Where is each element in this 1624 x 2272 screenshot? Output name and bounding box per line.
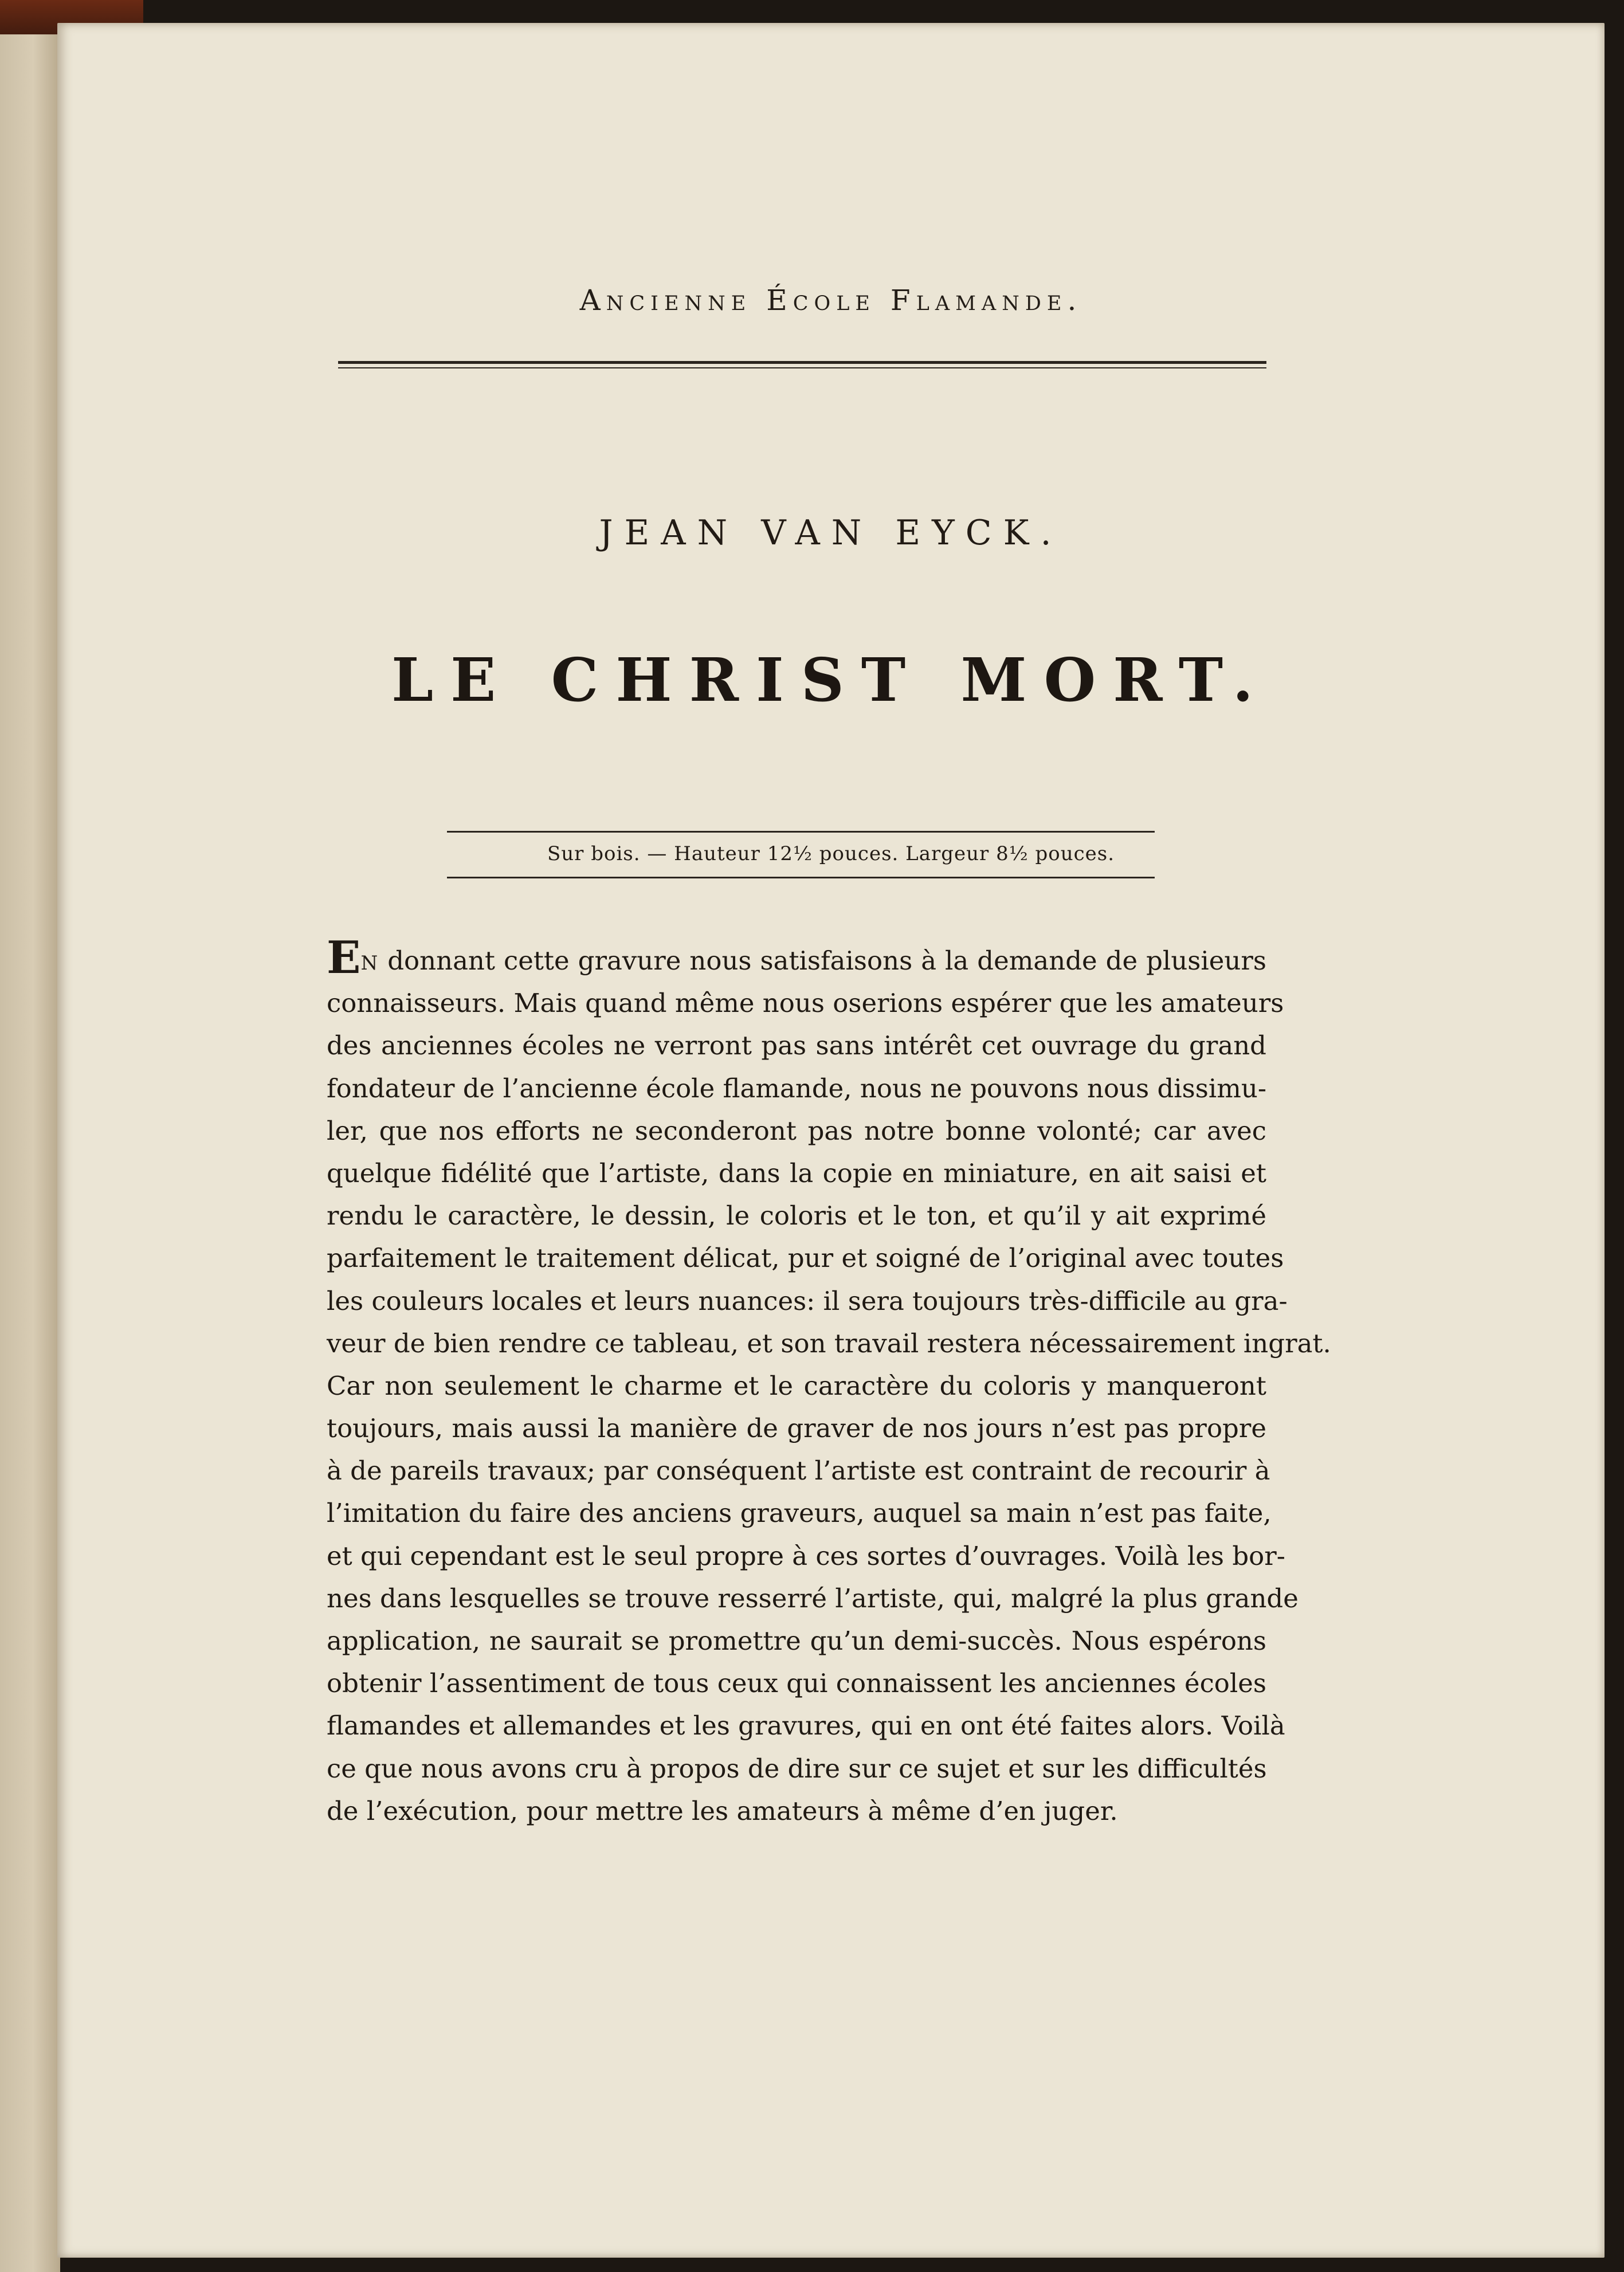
text-line: flamandes et allemandes et les gravures, qui en ont été faites alors. Voilà bbox=[327, 1710, 1285, 1741]
text-line: Car non seulement le charme et le caractère du coloris y manqueront bbox=[327, 1370, 1266, 1401]
text-line: nes dans lesquelles se trouve resserré l’artiste, qui, malgré la plus grande bbox=[327, 1583, 1299, 1614]
spec-rule-bottom bbox=[447, 877, 1155, 878]
text-line: et qui cependant est le seul propre à ces sortes d’ouvrages. Voilà les bor- bbox=[327, 1540, 1285, 1571]
text-line: fondateur de l’ancienne école flamande, nous ne pouvons nous dissimu- bbox=[327, 1073, 1267, 1104]
text-line: rendu le caractère, le dessin, le coloris et le ton, et qu’il y ait exprimé bbox=[327, 1200, 1266, 1231]
facing-page-edge bbox=[0, 34, 60, 2272]
book-page bbox=[57, 23, 1605, 2258]
text-line: à de pareils travaux; par conséquent l’artiste est contraint de recourir à bbox=[327, 1455, 1270, 1486]
text-line: veur de bien rendre ce tableau, et son travail restera nécessairement ingrat. bbox=[327, 1328, 1331, 1359]
text-line: quelque fidélité que l’artiste, dans la copie en miniature, en ait saisi et bbox=[327, 1157, 1266, 1188]
header-rule-thin bbox=[338, 367, 1266, 368]
text-line: parfaitement le traitement délicat, pur et soigné de l’original avec toutes bbox=[327, 1243, 1284, 1274]
drop-cap-rest: N bbox=[360, 952, 379, 975]
text-line: l’imitation du faire des anciens graveurs, auquel sa main n’est pas faite, bbox=[327, 1498, 1272, 1529]
header-rule bbox=[338, 361, 1266, 364]
text-line-first bbox=[327, 932, 1266, 984]
text-line: toujours, mais aussi la manière de graver de nos jours n’est pas propre bbox=[327, 1413, 1266, 1444]
page-title: LE CHRIST MORT. bbox=[391, 645, 1270, 715]
first-line-text: donnant cette gravure nous satisfaisons à la demande de plusieurs bbox=[379, 945, 1266, 976]
text-line: application, ne saurait se promettre qu’un demi-succès. Nous espérons bbox=[327, 1626, 1266, 1656]
text-line-last: de l’exécution, pour mettre les amateurs à même d’en juger. bbox=[327, 1795, 1118, 1826]
text-line: connaisseurs. Mais quand même nous oserions espérer que les amateurs bbox=[327, 988, 1284, 1019]
text-line: ce que nous avons cru à propos de dire sur ce sujet et sur les difficultés bbox=[327, 1753, 1267, 1784]
text-line: des anciennes écoles ne verront pas sans intérêt cet ouvrage du grand bbox=[327, 1030, 1266, 1061]
text-line: ler, que nos efforts ne seconderont pas notre bonne volonté; car avec bbox=[327, 1115, 1266, 1146]
body-paragraph bbox=[327, 932, 1331, 1832]
text-line: les couleurs locales et leurs nuances: il sera toujours très-difficile au gra- bbox=[327, 1285, 1288, 1316]
running-head: Ancienne École Flamande. bbox=[579, 284, 1082, 317]
artist-name: JEAN VAN EYCK. bbox=[599, 513, 1063, 553]
spec-rule-top bbox=[447, 831, 1155, 833]
dimensions-line: Sur bois. — Hauteur 12½ pouces. Largeur 8½ pouces. bbox=[547, 842, 1115, 865]
text-line: obtenir l’assentiment de tous ceux qui connaissent les anciennes écoles bbox=[327, 1668, 1266, 1699]
drop-cap: E bbox=[327, 932, 361, 984]
